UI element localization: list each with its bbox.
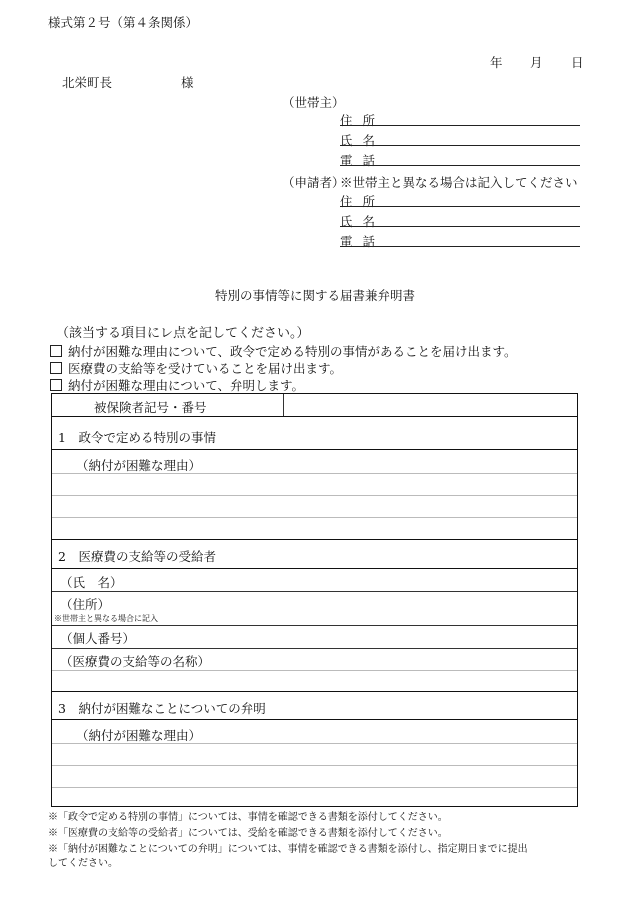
footnote: ※「納付が困難なことについての弁明」については、事情を確認できる書類を添付し、指定期日までに提出 (48, 844, 528, 855)
checkbox-icon[interactable] (50, 379, 62, 391)
applicant-name-field[interactable] (340, 226, 580, 227)
householder-phone-label: 電話 (340, 153, 386, 168)
applicant-phone-field[interactable] (340, 246, 580, 247)
recipient-id-label: （個人番号） (60, 631, 136, 646)
section1-reason-label: （納付が困難な理由） (76, 458, 202, 473)
householder-label: （世帯主） (282, 95, 345, 110)
applicant-address-field[interactable] (340, 206, 580, 207)
addressee: 北栄町長 (62, 75, 113, 90)
section3-reason-label: （納付が困難な理由） (76, 728, 202, 743)
recipient-address-label: （住所） (60, 597, 111, 612)
form-table (51, 393, 578, 807)
insured-divider (283, 394, 284, 416)
householder-phone-field[interactable] (340, 165, 580, 166)
row-divider (52, 568, 577, 569)
section3-title: 3 納付が困難なことについての弁明 (58, 701, 266, 716)
section1-title: 1 政令で定める特別の事情 (58, 430, 216, 445)
householder-address-field[interactable] (340, 125, 580, 126)
honorific: 様 (181, 75, 194, 90)
payment-name-label: （医療費の支給等の名称） (60, 654, 211, 669)
insured-number-field[interactable] (285, 395, 575, 414)
footnote: してください。 (48, 858, 118, 869)
date-month-label: 月 (530, 55, 543, 70)
checkbox-icon[interactable] (50, 362, 62, 374)
householder-name-field[interactable] (340, 145, 580, 146)
instructions: （該当する項目にレ点を記してください。） (56, 326, 310, 341)
recipient-id-field[interactable] (52, 648, 577, 649)
footnote: ※「医療費の支給等の受給者」については、受給を確認できる書類を添付してください。 (48, 828, 448, 839)
row-divider (52, 416, 577, 417)
option-medical-benefits[interactable] (50, 359, 342, 377)
date-day-label: 日 (571, 55, 584, 70)
option-special-circumstances[interactable] (50, 342, 517, 360)
insured-number-label: 被保険者記号・番号 (94, 400, 207, 415)
option-label: 納付が困難な理由について、弁明します。 (68, 378, 305, 393)
checkbox-icon[interactable] (50, 345, 62, 357)
section1-reason-line[interactable] (52, 517, 577, 518)
section1-reason-line[interactable] (52, 473, 577, 474)
section3-reason-line[interactable] (52, 765, 577, 766)
section2-title: 2 医療費の支給等の受給者 (58, 549, 216, 564)
row-divider (52, 719, 577, 720)
householder-name-label: 氏名 (340, 133, 386, 148)
applicant-name-label: 氏名 (340, 214, 386, 229)
applicant-label: （申請者） (282, 175, 345, 190)
option-explanation[interactable] (50, 376, 304, 394)
date-year-label: 年 (490, 55, 503, 70)
row-divider (52, 539, 577, 540)
applicant-address-label: 住所 (340, 194, 386, 209)
form-number: 様式第２号（第４条関係） (48, 15, 199, 30)
recipient-address-field[interactable] (52, 625, 577, 626)
recipient-name-field[interactable] (52, 591, 577, 592)
footnote: ※「政令で定める特別の事情」については、事情を確認できる書類を添付してください。 (48, 812, 448, 823)
section3-reason-line[interactable] (52, 743, 577, 744)
payment-name-field[interactable] (52, 670, 577, 671)
applicant-phone-label: 電話 (340, 234, 386, 249)
option-label: 医療費の支給等を受けていることを届け出ます。 (68, 361, 343, 376)
document-title: 特別の事情等に関する届書兼弁明書 (214, 288, 415, 303)
option-label: 納付が困難な理由について、政令で定める特別の事情があることを届け出ます。 (68, 344, 517, 359)
row-divider (52, 691, 577, 692)
recipient-address-note: ※世帯主と異なる場合に記入 (54, 614, 158, 623)
applicant-note: ※世帯主と異なる場合は記入してください (340, 175, 578, 190)
section3-reason-line[interactable] (52, 787, 577, 788)
section1-reason-line[interactable] (52, 495, 577, 496)
recipient-name-label: （氏 名） (60, 575, 123, 590)
householder-address-label: 住所 (340, 113, 386, 128)
row-divider (52, 449, 577, 450)
